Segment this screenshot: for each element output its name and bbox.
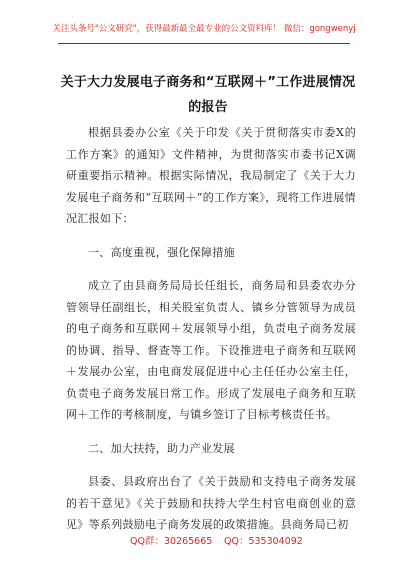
- section-heading-1: 一、高度重视，强化保障措施: [88, 245, 235, 259]
- section-1-paragraph: 成立了由县商务局局长任组长，商务局和县委农办分管领导任副组长，相关股室负责人、镇乡分管领导为成员的电子商务和互联网＋发展领导小组，负责电子商务发展的协调、指导、督查等工作。下设推进电子商务和互联网＋发展办公室，由电商发展促进中心主任任办公室主任，负责电子商务发展日常工作。形成了发展电子商务和互联网＋工作的考核制度，与镇乡签订了目标考核责任书。: [66, 279, 356, 421]
- document-body: [66, 122, 356, 548]
- header-divider: [58, 43, 350, 44]
- footer-qq-contact: QQ：535304092: [224, 536, 303, 547]
- footer: [0, 533, 408, 553]
- header-banner: 关注头条号"公文研究"，获得最新最全最专业的公文资料库！ 微信：gongwenyj: [52, 24, 356, 34]
- intro-paragraph: 根据县委办公室《关于印发《关于贯彻落实市委X的工作方案》的通知》文件精神，为贯彻落实市委书记X调研重要指示精神。根据实际情况，我局制定了《关于大力发展电子商务和“互联网＋”的工作方案》，现将工作进展情况汇报如下：: [66, 126, 356, 225]
- document-title: 关于大力发展电子商务和“互联网＋”工作进展情况的报告: [60, 75, 356, 115]
- section-heading-2: 二、加大扶持，助力产业发展: [88, 441, 235, 455]
- footer-qq-group: QQ群：30265665: [130, 536, 213, 547]
- section-2-paragraph: 县委、县政府出台了《关于鼓励和支持电子商务发展的若干意见》《关于鼓励和扶持大学生村官电商创业的意见》等系列鼓励电子商务发展的政策措施。县商务局已初: [66, 475, 356, 531]
